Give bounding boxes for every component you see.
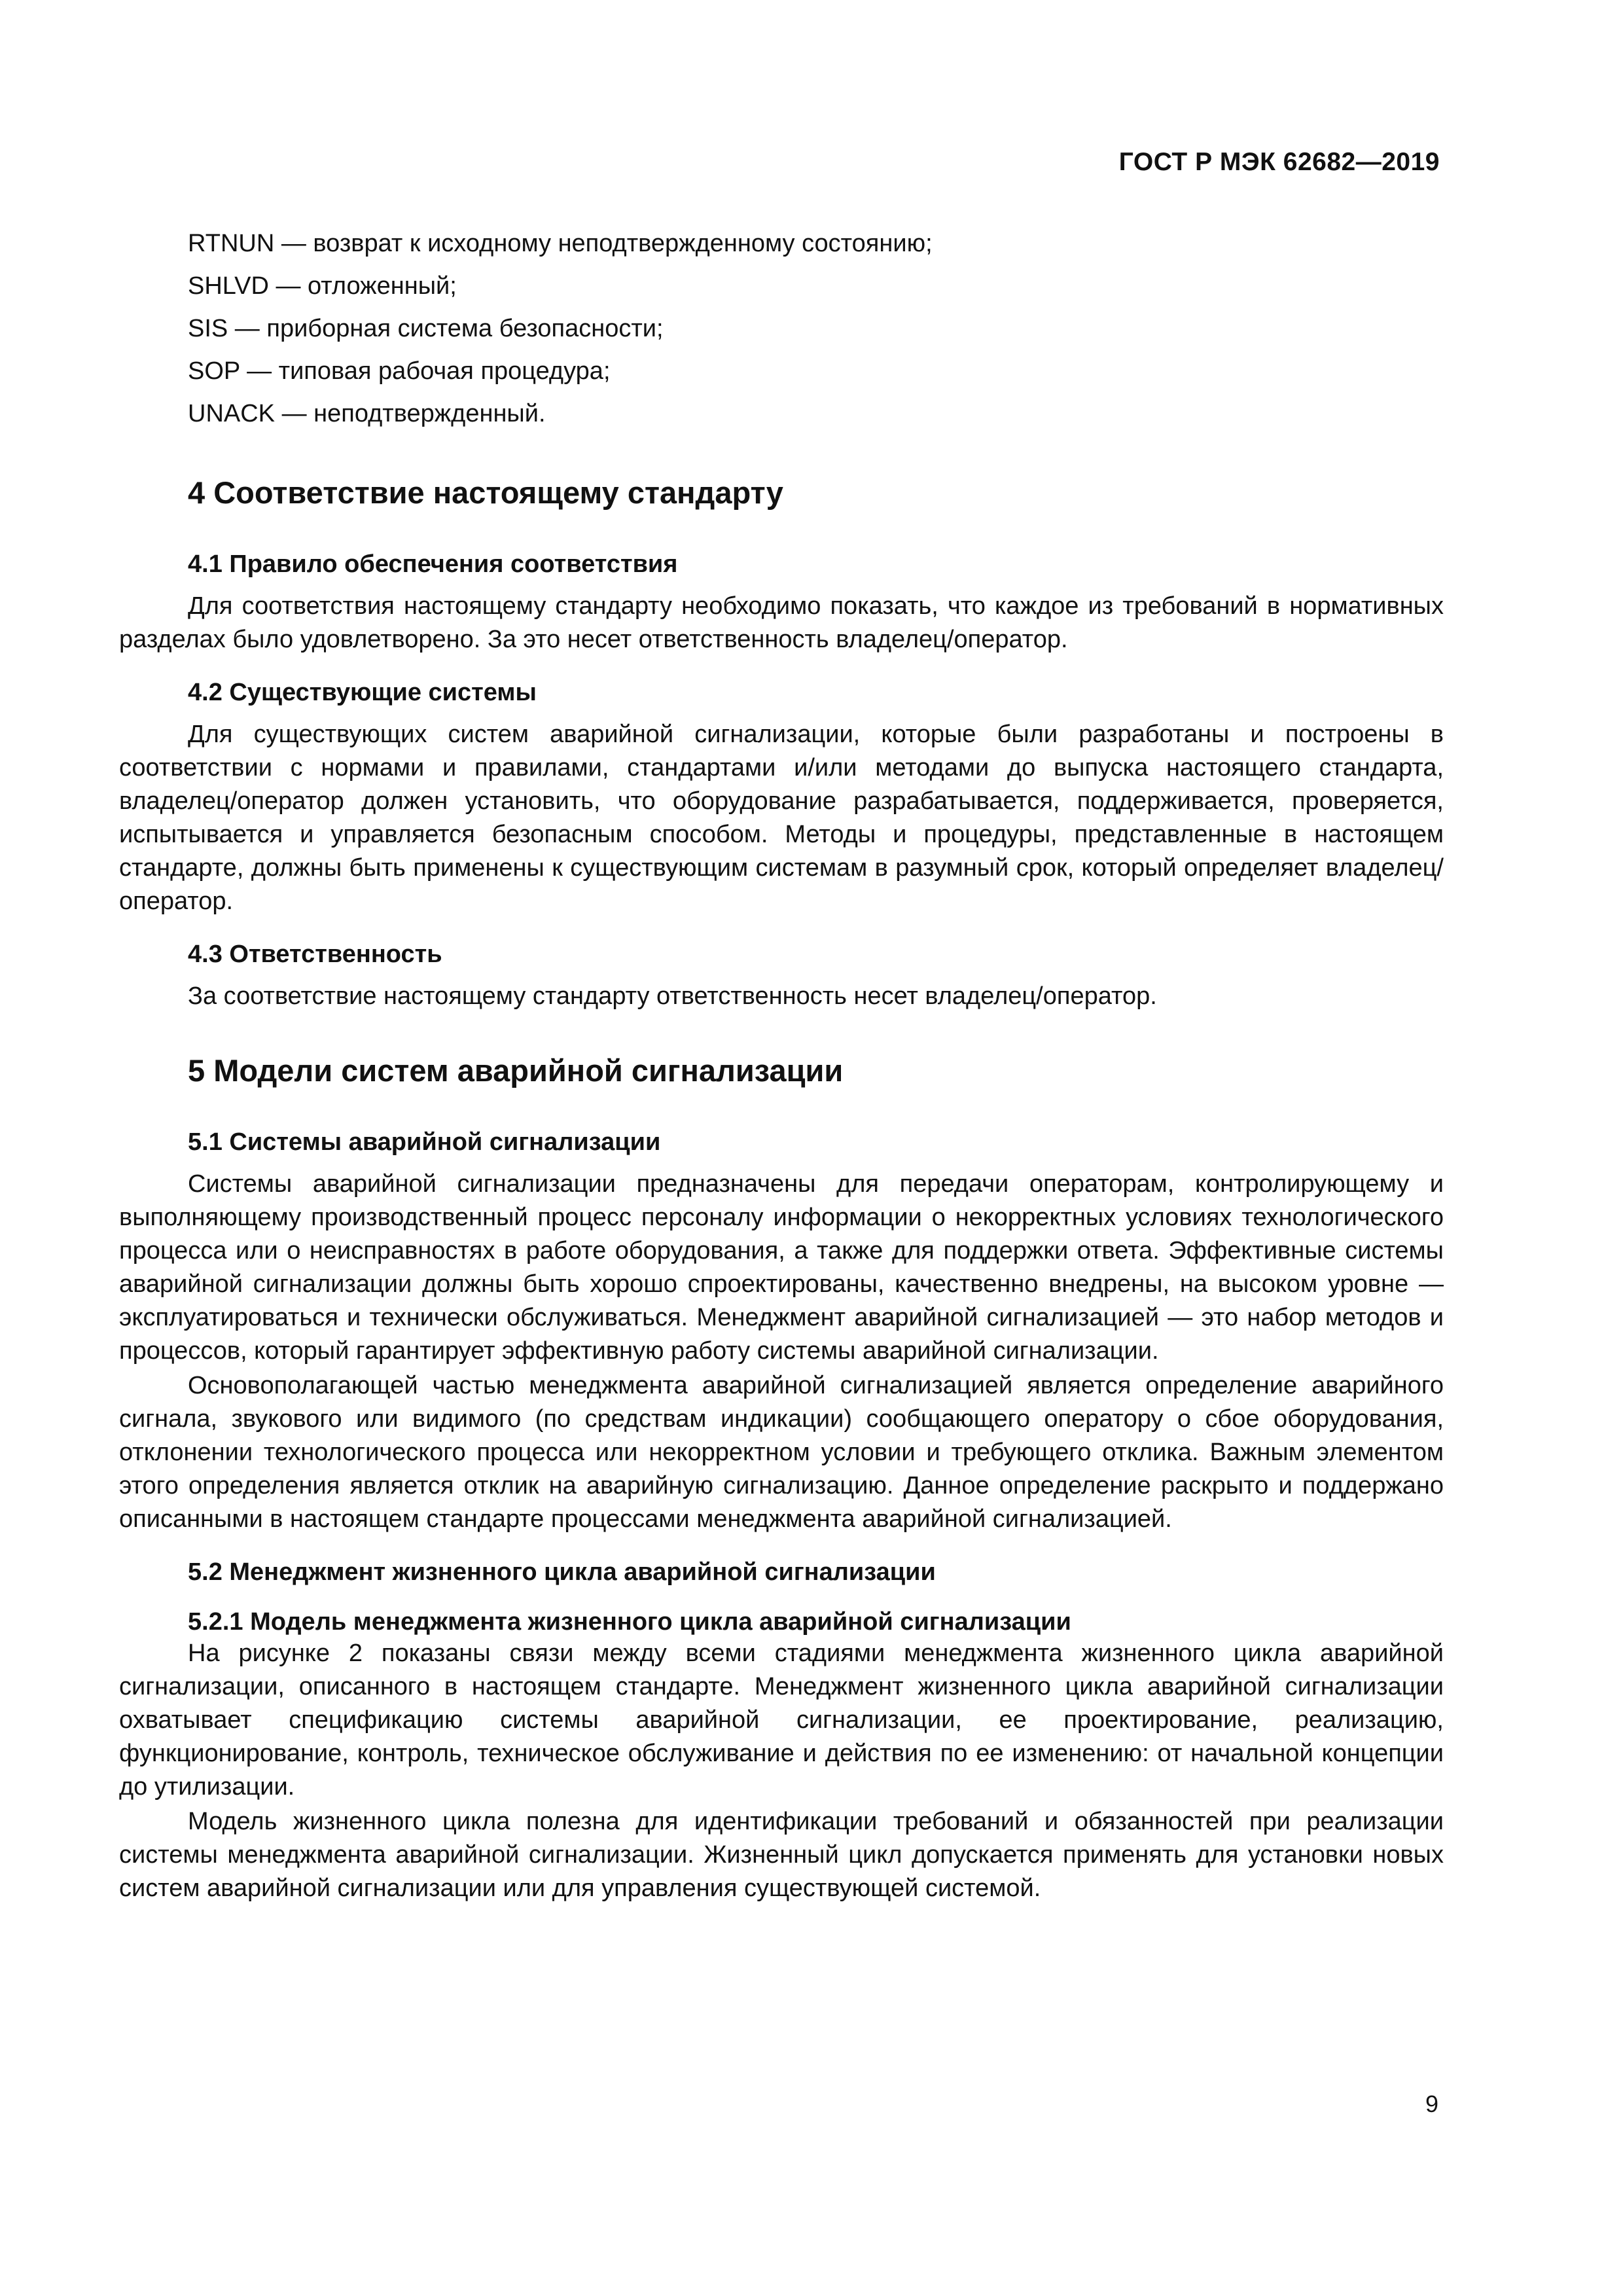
subsection-5-2-1-paragraph-2: Модель жизненного цикла полезна для идентификации требований и обязанностей при реализации системы менеджмента аварийной сигнализации. Жизненный цикл допускается применять для установки новых систем аварийной сигнализации или для управления существующей системой.: [119, 1808, 1444, 1902]
subsection-5-2-1-title: 5.2.1 Модель менеджмента жизненного цикла аварийной сигнализации: [188, 1608, 1071, 1636]
page-content: [119, 223, 1444, 1905]
section-4-title: 4 Соответствие настоящему стандарту: [188, 475, 783, 510]
subsection-5-1-paragraph-2: Основополагающей частью менеджмента аварийной сигнализацией является определение аварийного сигнала, звукового или видимого (по средствам индикации) сообщающего оператору о сбое оборудования, отклонении технологического процесса или некорректном условии и требующего отклика. Важным элементом этого определения является отклик на аварийную сигнализацию. Данное определение раскрыто и поддержано описанными в настоящем стандарте процессами менеджмента аварийной сигнализацией.: [119, 1372, 1444, 1533]
subsection-4-1-title: 4.1 Правило обеспечения соответствия: [188, 550, 678, 578]
subsection-5-1-title: 5.1 Системы аварийной сигнализации: [188, 1128, 661, 1156]
abbreviation-item: RTNUN — возврат к исходному неподтвержденному состоянию;: [188, 230, 933, 257]
abbreviation-item: UNACK — неподтвержденный.: [188, 400, 546, 427]
section-5-title: 5 Модели систем аварийной сигнализации: [188, 1053, 844, 1088]
page-number: 9: [1425, 2090, 1438, 2117]
abbreviation-item: SOP — типовая рабочая процедура;: [188, 357, 611, 385]
abbreviation-item: SHLVD — отложенный;: [188, 272, 457, 300]
subsection-4-1-text: Для соответствия настоящему стандарту необходимо показать, что каждое из требований в нормативных разделах было удовлетворено. За это несет ответственность владелец/оператор.: [119, 592, 1444, 653]
subsection-4-2-title: 4.2 Существующие системы: [188, 679, 537, 706]
subsection-5-2-1-paragraph-1: На рисунке 2 показаны связи между всеми стадиями менеджмента жизненного цикла аварийной сигнализации, описанного в настоящем стандарте. Менеджмент жизненного цикла аварийной сигнализации охватывает спецификацию системы аварийной сигнализации, ее проектирование, реализацию, функционирование, контроль, техническое обслуживание и действия по ее изменению: от начальной концепции до утилизации.: [119, 1640, 1444, 1801]
abbreviation-item: SIS — приборная система безопасности;: [188, 315, 664, 342]
subsection-5-1-paragraph-1: Системы аварийной сигнализации предназначены для передачи операторам, контролирующему и выполняющему производственный процесс персоналу информации о некорректных условиях технологического процесса или о неисправностях в работе оборудования, а также для поддержки ответа. Эффективные системы аварийной сигнализации должны быть хорошо спроектированы, качественно внедрены, на высоком уровне — эксплуатироваться и технически обслуживаться. Менеджмент аварийной сигнализацией — это набор методов и процессов, который гарантирует эффективную работу системы аварийной сигнализации.: [119, 1170, 1444, 1365]
subsection-4-3-title: 4.3 Ответственность: [188, 941, 442, 968]
subsection-4-3-text: За соответствие настоящему стандарту ответственность несет владелец/оператор.: [188, 982, 1157, 1010]
abbreviation-list: [188, 223, 1444, 435]
document-code-header: ГОСТ Р МЭК 62682—2019: [1118, 148, 1440, 176]
subsection-4-2-text: Для существующих систем аварийной сигнализации, которые были разработаны и построены в соответствии с нормами и правилами, стандартами и/или методами до выпуска настоящего стандарта, владелец/оператор должен установить, что оборудование разрабатывается, поддерживается, проверяется, испытывается и управляется безопасным способом. Методы и процедуры, представленные в настоящем стандарте, должны быть применены к существующим системам в разумный срок, который определяет владелец/оператор.: [119, 721, 1444, 915]
subsection-5-2-title: 5.2 Менеджмент жизненного цикла аварийной сигнализации: [188, 1558, 936, 1586]
